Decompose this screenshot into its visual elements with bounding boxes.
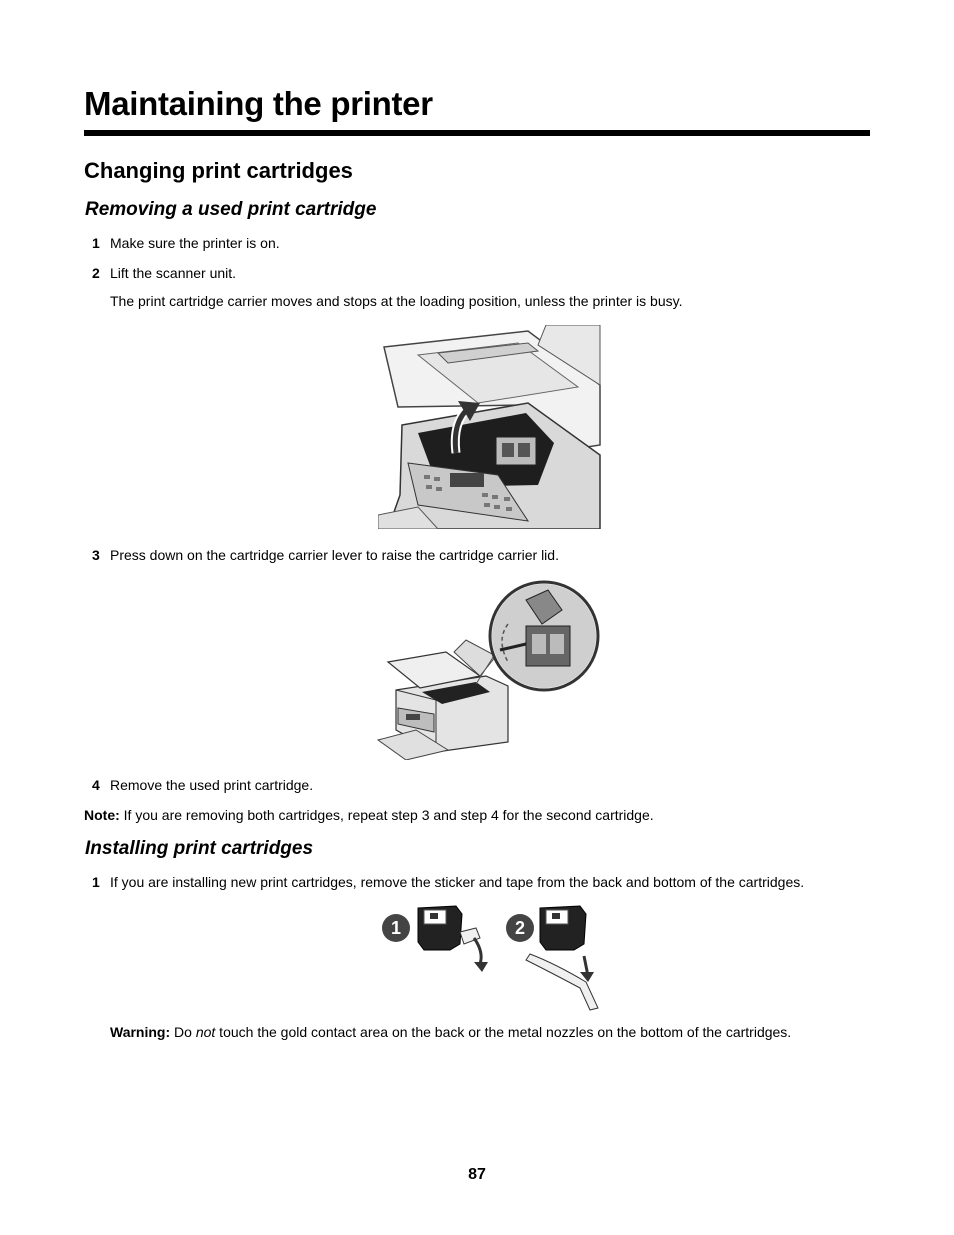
carrier-lever-illustration [376, 580, 606, 760]
warning-pre: Do [170, 1024, 196, 1040]
step-number: 2 [92, 265, 100, 281]
subheading-installing: Installing print cartridges [85, 838, 314, 859]
step-text: Press down on the cartridge carrier lever to raise the cartridge carrier lid. [110, 547, 559, 563]
note [84, 806, 654, 824]
note-text: If you are removing both cartridges, repeat step 3 and step 4 for the second cartridge. [119, 807, 654, 823]
step-text: Make sure the printer is on. [110, 235, 280, 251]
subheading-removing: Removing a used print cartridge [85, 199, 377, 220]
step-text: Lift the scanner unit. [110, 265, 237, 281]
section-title: Changing print cartridges [84, 158, 353, 183]
callout-1: 1 [390, 918, 401, 938]
page-number: 87 [468, 1166, 486, 1183]
warning-label: Warning: [110, 1024, 171, 1040]
warning-emphasis: not [195, 1024, 216, 1040]
warning [110, 1023, 791, 1041]
step-number: 1 [92, 874, 100, 890]
warning-post: touch the gold contact area on the back or the metal nozzles on the bottom of the cartridges. [215, 1024, 792, 1040]
removing-step-4 [92, 776, 313, 794]
removing-step-2 [92, 264, 236, 282]
removing-step-3 [92, 546, 559, 564]
step-number: 3 [92, 547, 100, 563]
scanner-lift-illustration [378, 325, 602, 529]
removing-step-1 [92, 234, 280, 252]
chapter-rule [84, 130, 870, 136]
note-label: Note: [84, 807, 120, 823]
installing-step-1 [92, 873, 804, 891]
step-number: 4 [92, 777, 100, 793]
step-2-detail: The print cartridge carrier moves and stops at the loading position, unless the printer is busy. [110, 293, 683, 309]
cartridge-tape-illustration [380, 902, 610, 1014]
step-text: Remove the used print cartridge. [110, 777, 314, 793]
callout-2: 2 [514, 918, 525, 938]
step-number: 1 [92, 235, 100, 251]
chapter-title: Maintaining the printer [84, 85, 433, 122]
step-text: If you are installing new print cartridges, remove the sticker and tape from the back and bottom of the cartridges. [110, 874, 805, 890]
